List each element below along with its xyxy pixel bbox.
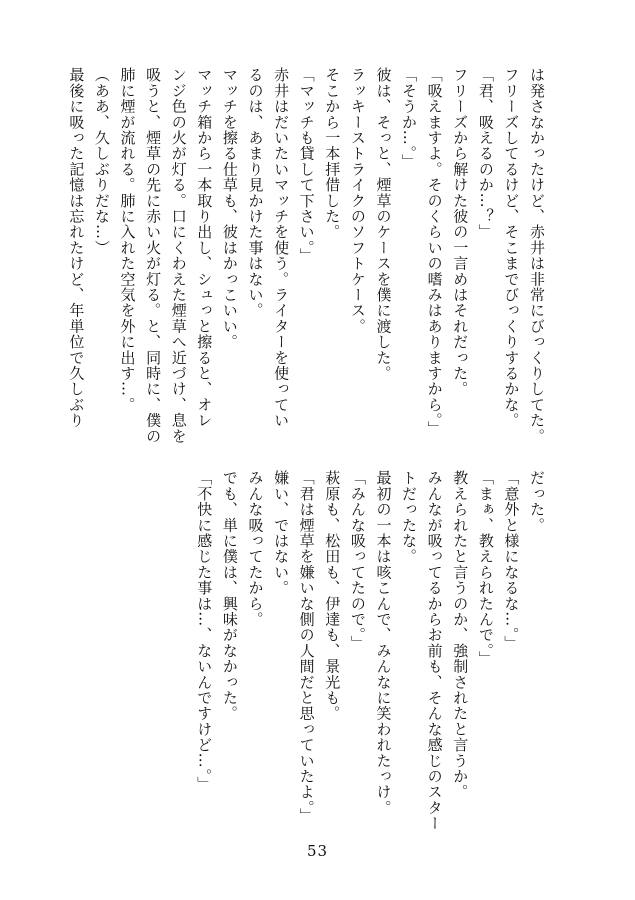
- text-line: 吸うと、煙草の先に赤い火が灯る。と、同時に、僕の: [144, 67, 163, 444]
- text-line: 教えられたと言うのか、強制されたと言うか。: [451, 470, 470, 800]
- text-line: 「意外と様になるな…。」: [502, 470, 521, 651]
- text-line: 最後に吸った記憶は忘れたけど、年単位で久しぶり: [67, 67, 86, 429]
- text-line: マッチ箱から一本取り出し、シュっと擦ると、オレ: [195, 67, 214, 429]
- text-line: 「そうか…。」: [400, 67, 419, 170]
- text-line: るのは、あまり見かけた事はない。: [246, 67, 265, 319]
- text-line: 「君は煙草を嫌いな側の人間だと思っていたよ。」: [297, 470, 316, 824]
- text-line: だった。: [528, 470, 546, 533]
- text-line: みんな吸ってたから。: [246, 470, 265, 627]
- text-line: 「みんな吸ってたので。」: [348, 470, 367, 651]
- lower-text-block: [191, 470, 549, 832]
- text-line: トだったな。: [400, 470, 419, 565]
- text-line: 萩原も、松田も、伊達も、景光も。: [323, 470, 342, 722]
- text-line: フリーズから解けた彼の一言めはそれだった。: [451, 67, 470, 397]
- text-line: そこから一本拝借した。: [323, 67, 342, 240]
- text-line: 「君、吸えるのか…？」: [476, 67, 495, 240]
- text-line: マッチを擦る仕草も、彼はかっこいい。: [220, 67, 239, 350]
- text-line: は発さなかったけど、赤井は非常にびっくりしてた。: [528, 67, 546, 444]
- text-line: 「不快に感じた事は…、ないんですけど…。」: [195, 470, 214, 793]
- text-line: 嫌い、ではない。: [272, 470, 291, 596]
- text-line: （ああ、久しぶりだな…）: [92, 67, 111, 256]
- text-line: 「吸えますよ。そのくらいの嗜みはありますから。」: [425, 67, 444, 437]
- page-number: 53: [306, 842, 329, 860]
- text-line: みんなが吸ってるからお前も、そんな感じのスター: [425, 470, 444, 832]
- text-line: 「マッチも貸して下さい。」: [297, 67, 316, 264]
- text-line: でも、単に僕は、興味がなかった。: [220, 470, 239, 722]
- text-line: 彼は、そっと、煙草のケースを僕に渡した。: [374, 67, 393, 381]
- text-line: フリーズしてるけど、そこまでびっくりするかな。: [502, 67, 521, 429]
- text-line: 赤井はだいたいマッチを使う。ライターを使ってい: [272, 67, 291, 429]
- text-line: 最初の一本は咳こんで、みんなに笑われたっけ。: [374, 470, 393, 816]
- text-line: ラッキーストライクのソフトケース。: [348, 67, 367, 334]
- upper-text-block: [63, 67, 549, 444]
- text-line: ンジ色の火が灯る。口にくわえた煙草へ近づけ、息を: [169, 67, 188, 444]
- text-line: 肺に煙が流れる。肺に入れた空気を外に出す…。: [118, 67, 137, 413]
- text-line: 「まぁ、教えられたんで。」: [476, 470, 495, 667]
